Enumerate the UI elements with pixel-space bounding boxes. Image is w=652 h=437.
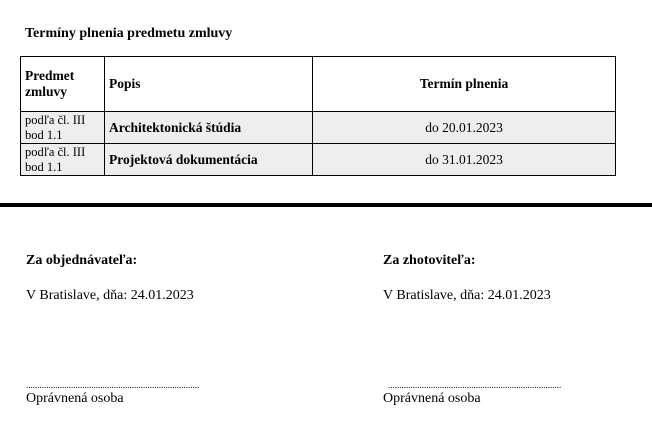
section-title: Termíny plnenia predmetu zmluvy [25,26,233,41]
page-break-gap [0,182,652,204]
contractor-signature-line: ............................................................................. [388,380,562,390]
cell-deadline: do 31.01.2023 [313,144,616,176]
cell-subject: podľa čl. III bod 1.1 [21,144,105,176]
page-break-divider [0,203,652,207]
cell-description: Architektonická štúdia [105,112,313,144]
header-description: Popis [105,57,313,112]
client-place-date: V Bratislave, dňa: 24.01.2023 [26,288,194,303]
client-authorized-person: Oprávnená osoba [26,391,124,406]
header-subject: Predmet zmluvy [21,57,105,112]
table-row [21,112,616,144]
cell-description: Projektová dokumentácia [105,144,313,176]
cell-subject: podľa čl. III bod 1.1 [21,112,105,144]
contractor-place-date: V Bratislave, dňa: 24.01.2023 [383,288,551,303]
table-header-row [21,57,616,112]
header-deadline: Termín plnenia [313,57,616,112]
client-signature-line: ............................................................................. [26,380,200,390]
contractor-authorized-person: Oprávnená osoba [383,391,481,406]
client-heading: Za objednávateľa: [26,253,138,268]
table-row [21,144,616,176]
deadlines-table [20,56,616,176]
cell-deadline: do 20.01.2023 [313,112,616,144]
contractor-heading: Za zhotoviteľa: [383,253,476,268]
